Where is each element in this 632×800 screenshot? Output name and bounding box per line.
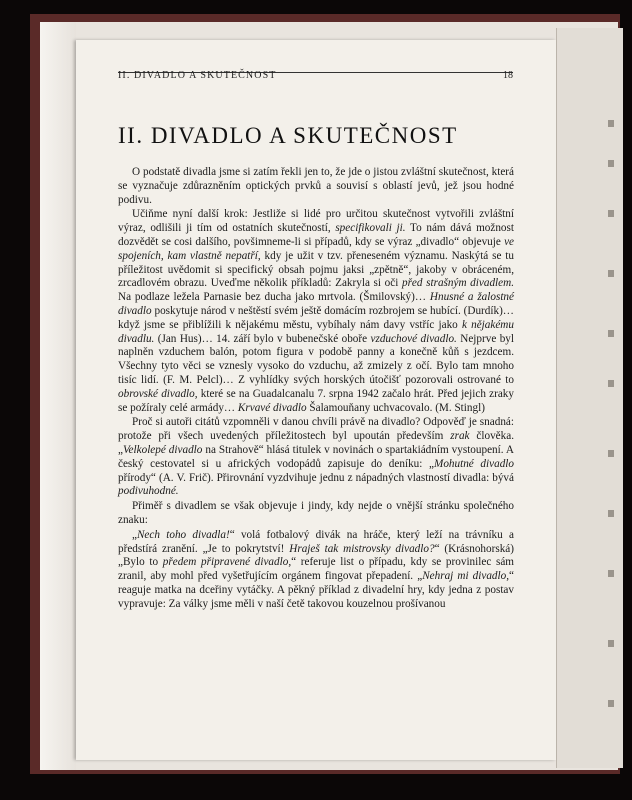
text-run: Na podlaze ležela Parnasie bez ducha jako mrtvola. (Šmilovský)… — [118, 291, 430, 304]
paragraph — [118, 208, 514, 415]
text-run: Učiňme nyní další krok: Jestliže si lidé pro určitou skutečnost vytvořili zvláštní výraz, odlišili ji tím od ostatních skutečností, — [118, 208, 514, 235]
italic-run: ve spojeních, kam vlastně nepatří, — [118, 235, 514, 262]
italic-run: Hnusné a žalostné divadlo — [118, 291, 514, 317]
chapter-title: II. DIVADLO A SKUTEČNOST — [118, 123, 458, 148]
italic-run: zrak — [450, 430, 470, 443]
paragraph — [118, 416, 514, 499]
paragraph — [118, 166, 514, 207]
paragraph — [118, 500, 514, 528]
italic-run: Nech toho divadla! — [136, 528, 230, 541]
text-run: “ referuje list o případu, kdy se provinilec sám zranil, aby mohl před vyšetřujícím orgánem fingovat přepadení. „ — [118, 556, 514, 583]
body-text — [118, 166, 514, 612]
page-number: 18 — [503, 70, 513, 81]
text-run: poskytuje národ v neštěstí svém ještě domácím rozbrojem se hubící. (Durdík)… když jsme se přiblížili k nějakému městu, vybíhaly nám davy vstříc jako — [118, 304, 514, 331]
italic-run: Krvavé divadlo — [237, 401, 307, 414]
running-head-title: II. DIVADLO A SKUTEČNOST — [118, 70, 277, 81]
text-run: To nám dává možnost dozvědět se cosi dalšího, povšimneme-li si případů, kdy se výraz „divadlo“ objevuje — [118, 222, 514, 248]
text-run: Nejprve byl naplněn vzduchem balón, potom figura v podobě panny a konečně kůň s jezdcem. Všechny tyto věci se vznesly vysoko do vzduchu, až zmizely z očí. Bylo tam mnoho tisíc lidí. (F. M. Pelcl)… Z vyhlídky svých horských útočišť pozorovali ostrované to — [118, 332, 515, 386]
italic-run: specifikovali ji. — [335, 222, 406, 235]
italic-run: Velkolepé divadlo — [122, 443, 203, 456]
italic-run: vzduchové divadlo. — [370, 332, 457, 345]
text-run: přírody“ (A. V. Frič). Přirovnání vyzdvihuje jednu z nápadných vlastností divadla: bývá — [118, 471, 514, 484]
text-run: O podstatě divadla jsme si zatím řekli jen to, že jde o jistou zvláštní skutečnost, která se vyznačuje zdůrazněním optických prvků a souvisí s oblastí jevů, jež jsou hodné podivu. — [118, 166, 514, 206]
text-run: které se na Guadalcanalu 7. srpna 1942 začalo hrát. Před jejich zraky se požíraly celé armády… — [118, 387, 514, 414]
page-gutter — [40, 22, 76, 770]
text-run: Přiměř s divadlem se však objevuje i jindy, kdy nejde o vnější stránku společného znaku: — [118, 500, 514, 526]
text-run: kdy je užit v tzv. přeneseném významu. Naskýtá se tu příležitost uvědomit si specifický obsah pojmu jaksi „zpětně“, jakoby v obráceném, zrcadlovém obrazu. Uveďme několik příkladů: Zakryla si oči — [118, 249, 514, 290]
italic-run: Hraješ tak mistrovsky divadlo? — [289, 542, 435, 555]
running-head — [118, 70, 513, 81]
italic-run: předem připravené divadlo, — [162, 556, 292, 569]
text-run: Šalamouňany uchvacovalo. (M. Stingl) — [306, 401, 485, 414]
text-run: “ reaguje matka na dceřiny vytáčky. A pěkný příklad z divadelní hry, kdy jedna z postav vypravuje: Za války jsme měli v naší četě takovou kouzelnou prošívanou — [118, 570, 514, 610]
text-run: „ — [132, 528, 137, 541]
italic-run: k nějakému divadlu. — [118, 318, 514, 345]
italic-run: před strašným divadlem. — [401, 277, 514, 290]
italic-run: podivuhodné. — [118, 485, 179, 498]
italic-run: obrovské divadlo, — [118, 387, 198, 400]
italic-run: Mohutné divadlo — [434, 457, 514, 470]
text-run: “ (Krásnohorská) „Bylo to — [118, 542, 514, 569]
text-run: člověka. „ — [118, 430, 514, 456]
italic-run: Nehraj mi divadlo, — [422, 570, 510, 583]
text-run: na Strahově“ hlásá titulek v novinách o spartakiádním vystoupení. A český cestovatel si u afrických vodopádů zapisuje do deníku: „ — [118, 443, 514, 470]
opposite-page-marks — [608, 120, 618, 720]
text-run: “ volá fotbalový divák na hráče, který leží na trávníku a předstírá zranění. „Je to pokrytství! — [118, 528, 514, 555]
paragraph — [118, 529, 514, 612]
text-run: Proč si autoři citátů vzpomněli v danou chvíli právě na divadlo? Odpověď je snadná: protože při všech uvedených příležitostech byl upoután především — [118, 416, 514, 443]
text-run: (Jan Hus)… 14. září bylo v bubenečské oboře — [154, 332, 371, 345]
